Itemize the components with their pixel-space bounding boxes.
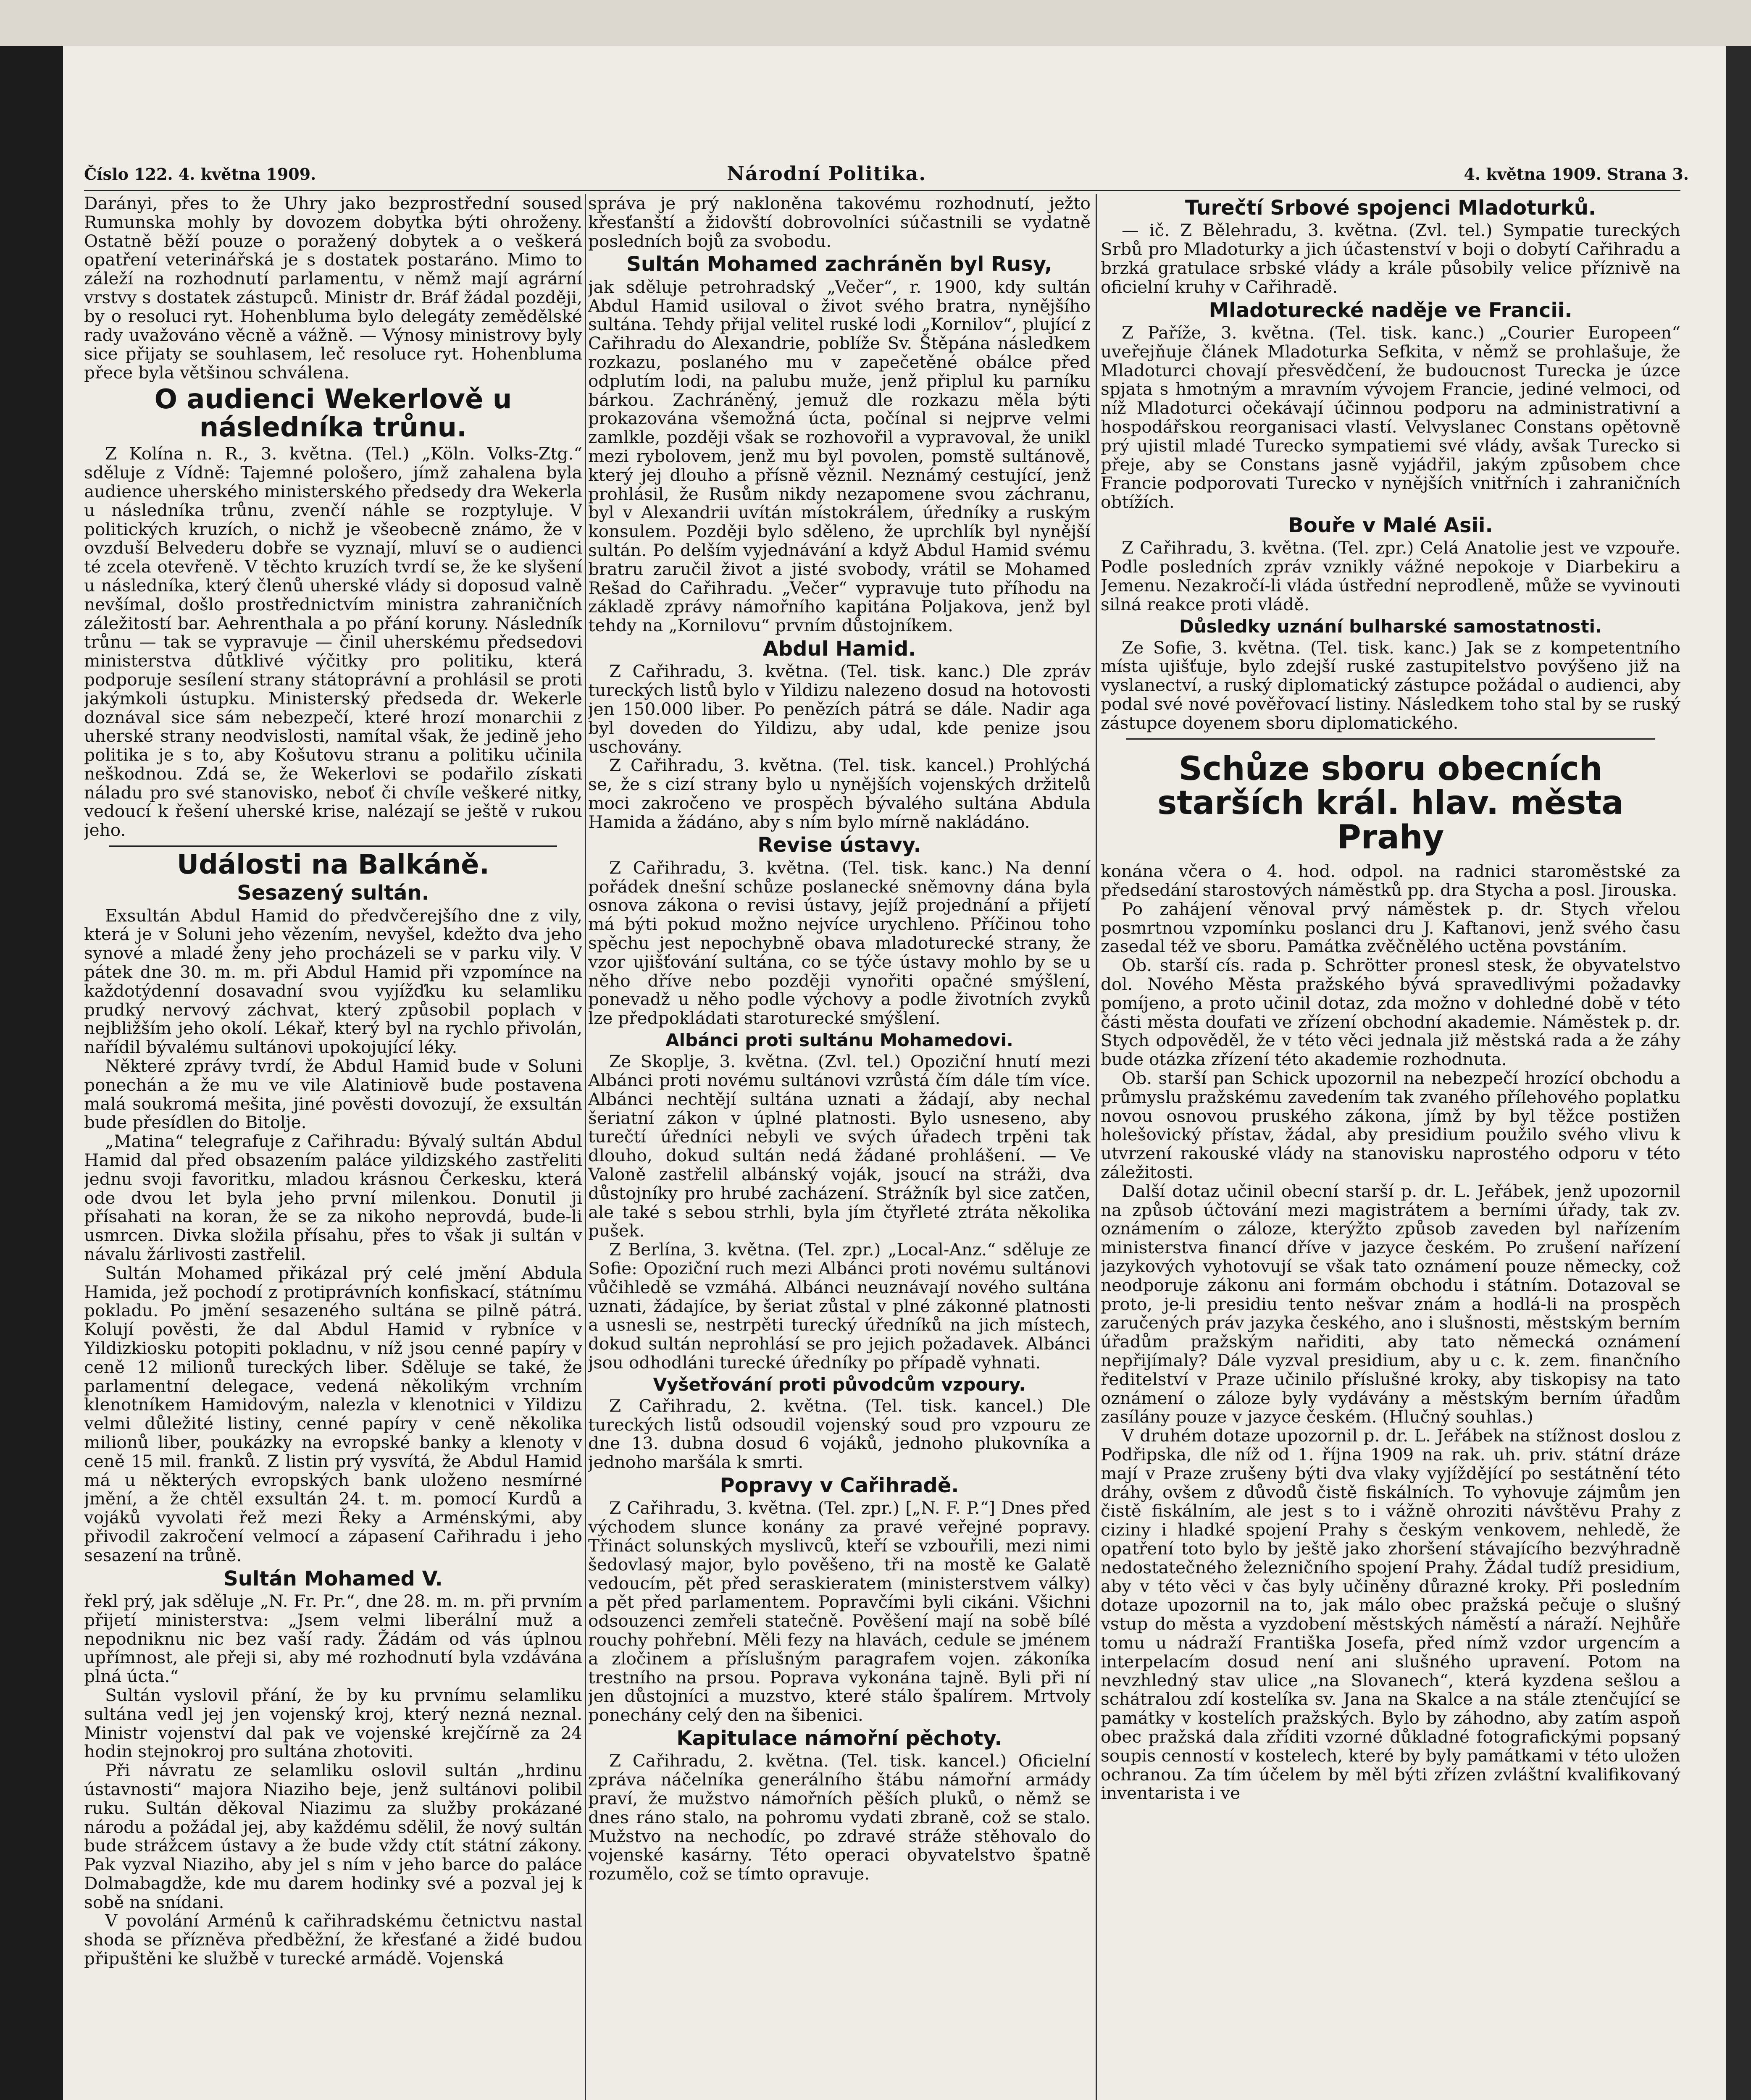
article-paragraph: Ob. starší pan Schick upozornil na nebezpečí hrozící obchodu a průmyslu pražskému zavedením tak zvaného přílehového poplatku novou osnovou pruského zákona, jímž by byl těžce postižen holešovický přístav, žádal, aby presidium použilo svého vlivu k utvrzení rakouské vlády na stanovisku naprostého odporu v této záležitosti. [1101,1068,1680,1183]
article-paragraph: Z Cařihradu, 2. května. (Tel. tisk. kancel.) Oficielní zpráva náčelníka generálního štábu námořní armády praví, že mužstvo námořních pěších pluků, o němž se dnes ráno stalo, na pohromu vydati zbraně, což se stalo. Mužstvo na nechodíc, po zdravé stráže stěhovalo do vojenské kasárny. Této operaci obyvatelstvo špatně rozumělo, což se tímto opravuje. [588,1751,1091,1884]
scan-border-right [1726,0,1751,2100]
subhead-deposed-sultan: Sesazený sultán. [237,881,429,905]
article-paragraph: V povolání Arménů k cařihradskému četnictvu nastal shoda se přízněva předběžní, že křesťané a židé budou připuštěni ke službě v turecké armádě. Vojenská [84,1911,582,1969]
article-paragraph: Z Kolína n. R., 3. května. (Tel.) „Köln. Volks-Ztg.“ sděluje z Vídně: Tajemné pološero, jímž zahalena byla audience uherského ministerského předsedy dra Wekerla u následníka trůnu, zvenčí náhle se rozptyluje. V politických kruzích, o nichž je všeobecně známo, že v ovzduší Belvederu dobře se vyznají, mluví se o audienci té zcela otevřeně. V těchto kruzích tvrdí se, že ke slyšení u následníka, který členů uherské vlády si doposud valně nevšímal, došlo prostřednictvím ministra zahraničních záležitostí bar. Aehrenthala a po přání koruny. Následník trůnu — tak se vypravuje — činil uherskému předsedovi ministerstva důtklivé výčitky pro politiku, která podporuje sesílení strany státoprávní a prohlásil se proti jakýmkoli ústupku. Ministerský předseda dr. Wekerle doznával sice sám nebezpečí, které hrozí monarchii z uherské strany neodvislosti, namítal však, že jedině jeho politika je s to, aby Košutovu stranu a politiku učinila neškodnou. Zdá se, že Wekerlovi se podařilo získati náladu pro své stanovisko, neboť či chvíle veškeré nitky, vedoucí k řešení uherské krise, nalézají se ještě v rukou jeho. [84,444,582,840]
article-paragraph: jak sděluje petrohradský „Večer“, r. 1900, kdy sultán Abdul Hamid usiloval o život svého bratra, nynějšího sultána. Tehdy přijal velitel ruské lodi „Kornilov“, plující z Cařihradu do Alexandrie, poblíže Sv. Štěpána následkem rozkazu, poslaného mu v zapečetěné obálce před odplutím lodi, na palubu muže, jenž připlul ku parníku bárkou. Zachráněný, jemuž dle rozkazu měla býti prokazována všemožná úcta, počínal si nejprve velmi zamlkle, později však se rozhovořil a vypravoval, že unikl mezi rybolovem, jenž mu byl povolen, pomstě sultánově, který jej dlouho a přísně věznil. Neznámý cestující, jenž prohlásil, že Rusům nikdy nezapomene svou záchranu, byl v Alexandrii uvítán místokrálem, úředníky a ruským konsulem. Později bylo sděleno, že uprchlík byl nynější sultán. Po delším vyjednávání a když Abdul Hamid svému bratru zaručil život a jisté svobody, vrátil se Mohamed Rešad do Cařihradu. „Večer“ vypravuje tuto příhodu na základě zprávy námořního kapitána Poljakova, jenž byl tehdy na „Kornilovu“ prvním důstojníkem. [588,276,1091,636]
column-1 [84,194,582,2100]
article-paragraph: Exsultán Abdul Hamid do předvčerejšího dne z vily, která je v Soluni jeho vězením, nevyšel, kdežto dva jeho synové a mladé ženy jeho procházeli se v parku vily. V pátek dne 30. m. m. při Abdul Hamid při vzpomínce na každotýdenní dosavadní svou vyjížďku ku selamliku prudký nervový záchvat, který způsobil poplach v nejbližším jeho okolí. Lékař, který byl na rychlo přivolán, nařídil bývalému sultánovi upokojující léky. [84,905,582,1058]
column-2 [588,194,1091,2100]
section-rule [109,845,557,847]
article-paragraph: Po zahájení věnoval prvý náměstek p. dr. Stych vřelou posmrtnou vzpomínku poslanci dru J. Kaftanovi, jenž svého času zasedal též ve sboru. Památka zvěčnělého uctěna povstáním. [1101,898,1680,957]
article-paragraph: Z Cařihradu, 3. května. (Tel. tisk. kanc.) Na denní pořádek dnešní schůze poslanecké sněmovny dána byla osnova zákona o revisi ústavy, jejíž projednání a přijetí má býti pokud možno nejvíce urychleno. Příčinou toho spěchu jest nepochybně obava mladoturecké strany, že vzor ujišťování sultána, co se týče ústavy mohlo by se u něho dříve nebo později vynořiti opačné smýšlení, ponevadž u něho podle výchovy a podle životních zvyků lze předpokládati staroturecké smýšlení. [588,857,1091,1029]
article-paragraph: Další dotaz učinil obecní starší p. dr. L. Jeřábek, jenž upozornil na způsob účtování mezi magistrátem a berními úřady, tak zv. oznámením o záloze, kterýžto způsob zaveden byl nařízením ministerstva financí dříve v jazyce českém. Po zrušení nařízení jazykových vyhotovují se však tato oznámení pouze německy, což neodporuje zákonu ani formám obchodu i státním. Dotazoval se proto, je-li presidiu tento nešvar znám a hodlá-li na prospěch zaručených práv jazyka českého, ano i slušnosti, městským berním úřadům pražským nařiditi, aby tato německá oznámení nepřijímaly? Dále vyzval presidium, aby u c. k. zem. finančního ředitelství v Praze učinilo příslušné kroky, aby tiskopisy na tato oznámení o záloze byly vydávány a městským berním úřadům zasílány pouze v jazyce českém. (Hlučný souhlas.) [1101,1181,1680,1427]
subhead-albanians: Albánci proti sultánu Mohamedovi. [665,1030,1013,1051]
article-paragraph: Při návratu ze selamliku oslovil sultán „hrdinu ústavnosti“ majora Niaziho beje, jenž sultánovi polibil ruku. Sultán děkoval Niazimu za služby prokázané národu a požádal jej, aby každému sdělil, že nový sultán bude strážcem ústavy a že bude vždy ctít státní zákony. Pak vyzval Niaziho, aby jel s ním v jeho barce do paláce Dolmabagdže, kde mu darem hodinky své a pozval jej k sobě na snídani. [84,1760,582,1912]
article-paragraph: Z Cařihradu, 2. května. (Tel. tisk. kancel.) Dle tureckých listů odsoudil vojenský soud pro vzpouru ze dne 13. dubna dosud 6 vojáků, jednoho plukovníka a jednoho maršála k smrti. [588,1395,1091,1473]
article-paragraph: Některé zprávy tvrdí, že Abdul Hamid bude v Soluni ponechán a že mu ve vile Alatiniově bude postavena malá soukromá mešita, jiné pověsti dovozují, že exsultán bude přesídlen do Bitolje. [84,1056,582,1133]
headline-balkan: Události na Balkáně. [177,849,489,881]
article-paragraph: Ob. starší cís. rada p. Schrötter pronesl stesk, že obyvatelstvo dol. Nového Města pražského bývá spravedlivými požadavky pomíjeno, a proto učinil dotaz, zda možno v dohledné době v této části města doufati ve zřízení obchodní akademie. Náměstek p. dr. Stych odpověděl, že v této věci jednala již městská rada a že záhy bude otázka zřízení této akademie rozhodnuta. [1101,955,1680,1070]
article-paragraph: konána včera o 4. hod. odpol. na radnici staroměstské za předsedání starostových náměstků pp. dra Stycha a posl. Jirouska. [1101,861,1680,900]
page-header [84,162,1689,188]
subhead-turkish-serbs: Turečtí Srbové spojenci Mladoturků. [1185,196,1596,220]
masthead-title: Národní Politika. [727,162,927,185]
subhead-capitulation: Kapitulace námořní pěchoty. [676,1726,1002,1750]
column-separator [585,194,586,2100]
subhead-asia-minor: Bouře v Malé Asii. [1288,513,1493,537]
issue-number: Číslo 122. 4. května 1909. [84,165,316,184]
scan-border-left [0,0,63,2100]
subhead-constitution-revision: Revise ústavy. [757,833,921,857]
article-paragraph: Z Berlína, 3. května. (Tel. zpr.) „Local-Anz.“ sděluje ze Sofie: Opoziční ruch mezi Albánci proti novému sultánovi vůčihledě se vzmáhá. Albánci neuznávají nového sultána uznati, žádajíce, by šeriat zůstal v plné zákonné platnosti a usnesli se, nestrpěti turecký úředníků na jich místech, dokud sultán neprohlásí se pro jejich požadavek. Albánci jsou odhodláni turecké úředníky po případě vyhnati. [588,1239,1091,1373]
subhead-rescued-by-russians: Sultán Mohamed zachráněn byl Rusy, [626,252,1052,276]
headline-audience: O audienci Wekerlově u následníka trůnu. [154,383,512,444]
article-paragraph: — ič. Z Bělehradu, 3. května. (Zvl. tel.) Sympatie tureckých Srbů pro Mladoturky a jich účastenství v boji o dobytí Cařihradu a brzká gratulace srbské vlády a krále působily velice příznivě na oficielní kruhy v Cařihradě. [1101,220,1680,297]
subhead-bulgaria: Důsledky uznání bulharské samostatnosti. [1179,616,1602,637]
article-paragraph: Z Paříže, 3. května. (Tel. tisk. kanc.) „Courier Europeen“ uveřejňuje článek Mladoturka Sefkita, v němž se prohlašuje, že Mladoturci chovají přesvědčení, že budoucnost Turecka je úzce spjata s hmotným a mravním vývojem Francie, jediné velmoci, od níž Mladoturci očekávají účinnou podporu na administrativní a hospodářskou reorganisaci vlastí. Velvyslanec Constans opětovně prý ujistil mladé Turecko sympatiemi své vlády, avšak Turecko si přeje, aby se Constans jasně vyjádřil, jakým způsobem chce Francie podporovati Turecko v nynějších vnitřních i zahraničních obtížích. [1101,322,1680,512]
article-continuation: Darányi, přes to že Uhry jako bezprostřední soused Rumunska mohly by dovozem dobytka býti ohroženy. Ostatně běží pouze o poražený dobytek a o veškerá opatření veterinářská je s dostatek postaráno. Mimo to záleží na rozhodnutí parlamentu, v němž mají agrární vrstvy s dostatek zástupců. Ministr dr. Bráf žádal později, by o resoluci ryt. Hohenbluma bylo delegáty zemědělské rady uvažováno věcně a vážně. — Výnosy ministrovy byly sice přijaty se souhlasem, leč resoluce ryt. Hohenbluma přece byla většinou schválena. [84,194,582,383]
article-paragraph: Z Cařihradu, 3. května. (Tel. zpr.) [„N. F. P.“] Dnes před východem slunce konány za pravé veřejné popravy. Třináct solunských myslivců, kteří se vzbouřili, mezi nimi šedovlasý major, bylo pověšeno, tři na mostě ke Galatě vedoucím, pět před seraskieratem (ministerstvem války) a pět před parlamentem. Popravčími byli cikáni. Všichni odsouzenci zemřeli statečně. Pověšení mají na sobě bílé rouchy pohřební. Měli fezy na hlavách, cedule se jménem a zločinem a příslušným paragrafem vojen. zákoníka trestního na prsou. Poprava vykonána tajně. Byli při ní jen důstojníci a muzstvo, které stálo špalírem. Mrtvoly ponechány celý den na šibenici. [588,1498,1091,1725]
header-rule [84,190,1680,191]
article-paragraph: Sultán vyslovil přání, že by ku prvnímu selamliku sultána vedl jej jen vojenský kroj, který nezná neznal. Ministr vojenství dal pak ve vojenské krejčírně za 24 hodin stejnokroj pro sultána zhotoviti. [84,1685,582,1762]
date-and-page: 4. května 1909. Strana 3. [1464,165,1689,184]
article-paragraph: Sultán Mohamed přikázal prý celé jmění Abdula Hamida, jež pochodí z protiprávních konfiskací, státnímu pokladu. Po jmění sesazeného sultána se pilně pátrá. Kolují pověsti, že dal Abdul Hamid v rybníce v Yildizkiosku potopiti pokladnu, v níž jsou cenné papíry v ceně 12 milionů tureckých liber. Sděluje se také, že parlamentní delegace, vedená několikým vrchním klenotníkem Hamidovým, nalezla v klenotnici v Yildizu velmi důležité listiny, cenné papíry v ceně několika milionů liber, poukázky na evropské banky a klenoty v ceně 15 mil. franků. Z listin prý vysvítá, že Abdul Hamid má u některých evropských bank uloženo nesmírné jmění, a že chtěl exsultán 24. t. m. pomocí Kurdů a vojáků vyvolati řež mezi Řeky a Arménskými, aby přivodil zakročení velmocí a zápasení Cařihradu i jeho sesazení na trůně. [84,1263,582,1565]
subhead-abdul-hamid: Abdul Hamid. [762,637,916,661]
article-paragraph: V druhém dotaze upozornil p. dr. L. Jeřábek na stížnost doslou z Podřipska, dle níž od 1. října 1909 na rak. uh. priv. státní dráze mají v Praze zrušeny býti dva vlaky vyjíždějící po sestátnění této dráhy, ovšem z důvodů čistě fiskálních. To vyhovuje zájmům jen čistě fiskálním, ale jest s to i vážně ohroziti návštěvu Prahy z ciziny i hladké spojení Prahy s českým venkovem, nehledě, že opatření toto bylo by ještě jako zhoršení stávajícího bezvýhradně nedostatečného železničního spojení Prahy. Žádal tudíž presidium, aby v této věci v čas byly učiněny důrazné kroky. Při posledním dotaze upozornil na to, jak málo obec pražská pečuje o slušný vstup do města a vyzdobení městských náměstí a náraží. Nejhůře tomu u nádraží Františka Josefa, před nímž vzdor urgencím a interpelacím dosud není ani slušného upravení. Potom na nevzhledný stav ulice „na Slovanech“, která kyzdena sešlou a schátralou zdí kostelíka sv. Jana na Skalce a na stále ztenčující se památky v kostelích pražských. Bylo by záhodno, aby zatím aspoň obec pražská dala zříditi vzorné důkladné fotografickými popsaný soupis cenností v kostelech, které by byly památkami v této uložen ochranou. Za tím účelem by měl býti zřízen zvláštní kvalifikovaný inventarista i ve [1101,1425,1680,1803]
article-paragraph: Ze Skoplje, 3. května. (Zvl. tel.) Opoziční hnutí mezi Albánci proti novému sultánovi vzrůstá čím dále tím více. Albánci nechtějí sultána uznati a žádají, aby nechal šeriatní zákon v úplné platnosti. Bylo usneseno, aby turečtí úředníci nebyli ve svých úřadech trpěni tak dlouho, dokud sultán nedá žádané prohlášení. — Ve Valoně zastřelil albánský voják, jsoucí na stráži, dva důstojníky pro hrubé zacházení. Strážník byl sice zatčen, ale také s sebou strhli, byla jím čtyřleté ztráta několika pušek. [588,1051,1091,1241]
article-continuation: správa je prý nakloněna takovému rozhodnutí, ježto křesťanští a židovští dobrovolníci súčastnili se vydatně posledních bojů za svobodu. [588,194,1091,251]
article-paragraph: Z Cařihradu, 3. května. (Tel. zpr.) Celá Anatolie jest ve vzpouře. Podle posledních zpráv vznikly vážné nepokoje v Diarbekiru a Jemenu. Nezakročí-li vláda ústřední neprodleně, může se vyvinouti silná reakce proti vládě. [1101,538,1680,614]
article-paragraph: Z Cařihradu, 3. května. (Tel. tisk. kancel.) Prohlýchá se, že s cizí strany bylo u nynějších vojenských držitelů moci zakročeno ve prospěch bývalého sultána Abdula Hamida a žádáno, aby s ním bylo mírně nakládáno. [588,755,1091,832]
section-rule [1126,738,1655,740]
column-3 [1101,194,1680,2100]
scan-border-top [0,0,1751,46]
subhead-hopes-in-france: Mladoturecké naděje ve Francii. [1209,298,1572,322]
article-paragraph: „Matina“ telegrafuje z Cařihradu: Bývalý sultán Abdul Hamid dal před obsazením paláce yildizského zastřeliti jednu svoji favoritku, mladou krásnou Čerkesku, která ode dvou let byla jeho první milenkou. Donutil ji přísahati na koran, že se za nikoho neprovdá, bude-li usmrcen. Divka složila přísahu, přes to však ji sultán v návalu žárlivosti zastřelil. [84,1131,582,1264]
headline-prague-council: Schůze sboru obecních starších král. hlav. města Prahy [1157,750,1624,857]
article-paragraph: Ze Sofie, 3. května. (Tel. tisk. kanc.) Jak se z kompetentního místa ujišťuje, bylo zdejší ruské zastupitelstvo povýšeno již na vyslanectví, a ruský diplomatický zástupce požádal o audienci, aby podal své nové pověřovací listiny. Následkem toho stal by se ruský zástupce doyenem sboru diplomatického. [1101,637,1680,733]
subhead-sultan-mohamed: Sultán Mohamed V. [223,1567,443,1591]
column-separator [1096,194,1097,2100]
article-paragraph: Z Cařihradu, 3. května. (Tel. tisk. kanc.) Dle zpráv tureckých listů bylo v Yildizu nalezeno dosud na hotovosti jen 150.000 liber. Po penězích pátrá se dále. Nadir aga byl doveden do Yildizu, aby udal, kde penize jsou uschovány. [588,661,1091,757]
subhead-investigation: Vyšetřování proti původcům vzpoury. [653,1374,1026,1395]
subhead-executions: Popravy v Cařihradě. [720,1473,959,1497]
article-paragraph: řekl prý, jak sděluje „N. Fr. Pr.“, dne 28. m. m. při prvním přijetí ministerstva: „Jsem velmi liberální muž a nepodniknu nic bez vaší rady. Žádám od vás úplnou upřímnost, ale přeji si, aby mé rozhodnutí byla vzdávána plná úcta.“ [84,1591,582,1687]
